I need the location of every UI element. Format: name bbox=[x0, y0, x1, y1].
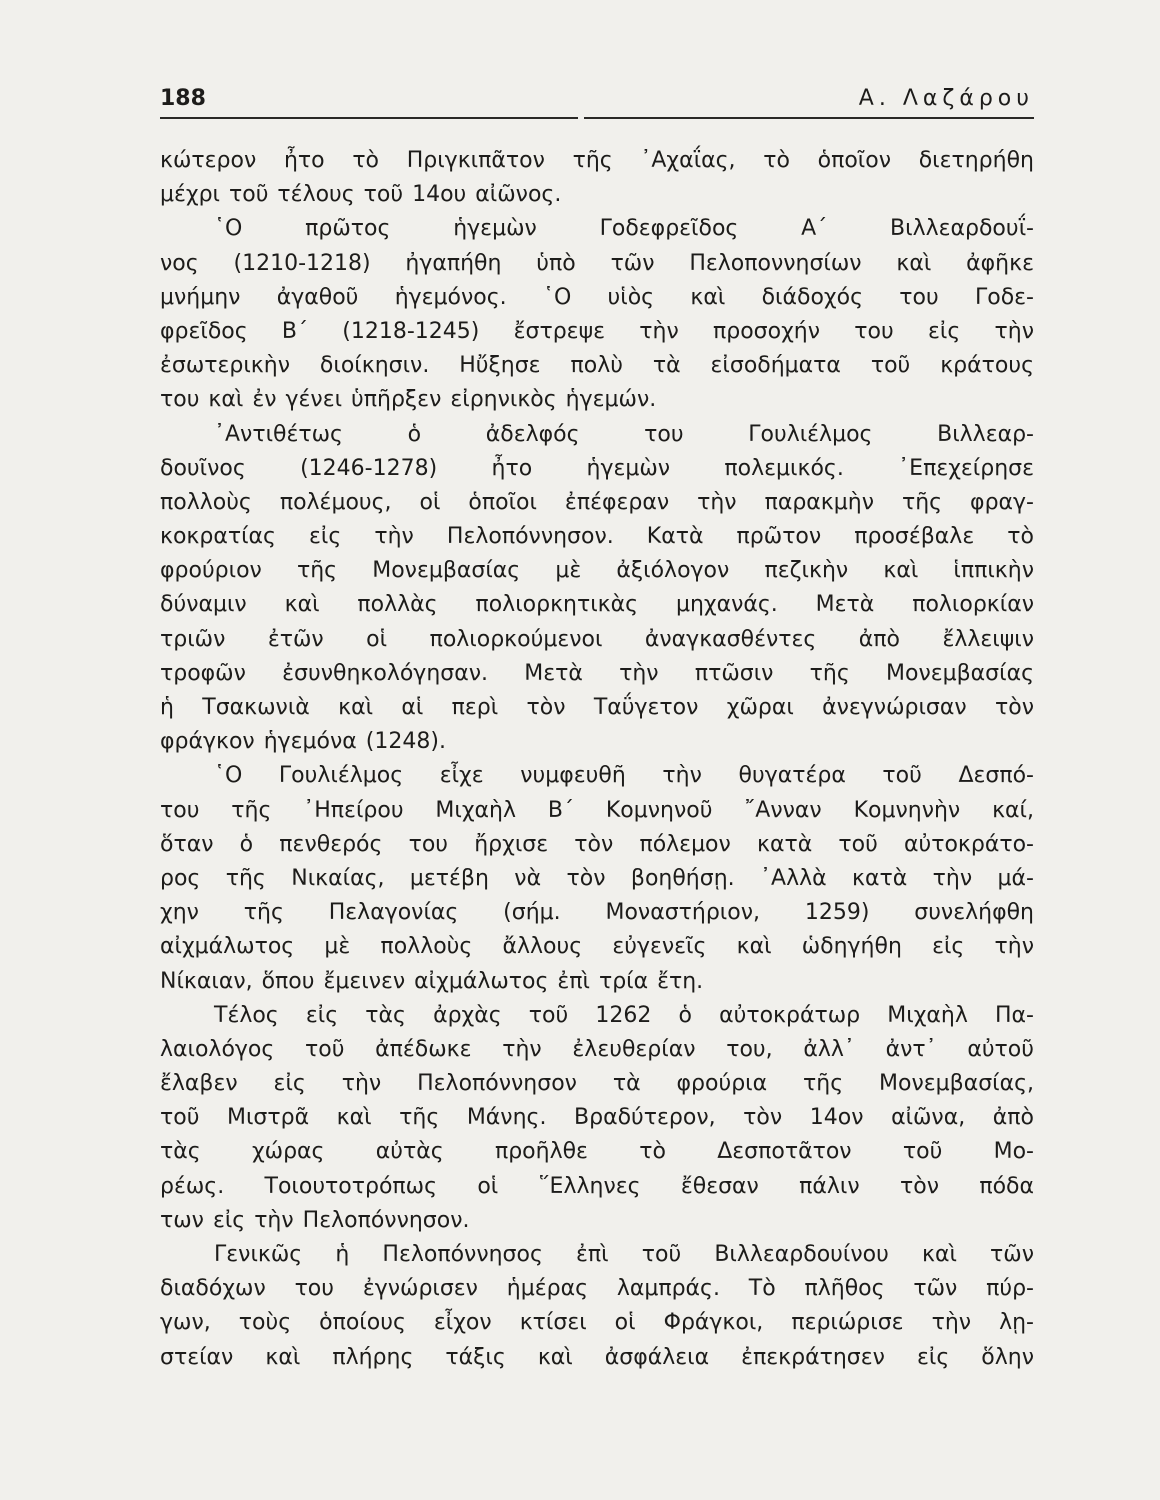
paragraph bbox=[160, 418, 1034, 760]
paragraph bbox=[160, 999, 1034, 1238]
text-line: χην τῆς Πελαγονίας (σήμ. Μοναστήριον, 1259) συνελήφθη bbox=[160, 900, 1034, 926]
header-rule bbox=[160, 117, 1034, 119]
text-line: φράγκον ἡγεμόνα (1248). bbox=[160, 729, 446, 755]
text-line: φρεῖδος Β΄ (1218-1245) ἔστρεψε τὴν προσοχήν του εἰς τὴν bbox=[160, 318, 1034, 344]
header-rule-gap bbox=[578, 114, 584, 122]
text-line: ῾Ο Γουλιέλμος εἶχε νυμφευθῆ τὴν θυγατέρα τοῦ Δεσπό- bbox=[214, 763, 1034, 789]
text-line: Γενικῶς ἡ Πελοπόννησος ἐπὶ τοῦ Βιλλεαρδουίνου καὶ τῶν bbox=[214, 1242, 1034, 1267]
body-text bbox=[160, 144, 1034, 1375]
text-line: μνήμην ἀγαθοῦ ἡγεμόνος. ῾Ο υἱὸς καὶ διάδοχός του Γοδε- bbox=[160, 284, 1034, 310]
text-line: κώτερον ἦτο τὸ Πριγκιπᾶτον τῆς ᾿Αχαΐας, τὸ ὁποῖον διετηρήθη bbox=[160, 148, 1034, 173]
text-line: ἔλαβεν εἰς τὴν Πελοπόννησον τὰ φρούρια τῆς Μονεμβασίας, bbox=[160, 1071, 1034, 1097]
text-line: κοκρατίας εἰς τὴν Πελοπόννησον. Κατὰ πρῶτον προσέβαλε τὸ bbox=[160, 524, 1034, 550]
text-line: ῾Ο πρῶτος ἡγεμὼν Γοδεφρεῖδος Α΄ Βιλλεαρδουΐ- bbox=[214, 216, 1034, 242]
text-line: τὰς χώρας αὐτὰς προῆλθε τὸ Δεσποτᾶτον τοῦ Μο- bbox=[160, 1139, 1034, 1165]
text-line: του τῆς ᾿Ηπείρου Μιχαὴλ Β΄ Κομνηνοῦ ῎Ανναν Κομνηνὴν καί, bbox=[160, 797, 1034, 823]
text-line: ᾿Αντιθέτως ὁ ἀδελφός του Γουλιέλμος Βιλλεαρ- bbox=[214, 421, 1034, 447]
text-line: Νίκαιαν, ὅπου ἔμεινεν αἰχμάλωτος ἐπὶ τρία ἔτη. bbox=[160, 968, 704, 994]
text-line: αἰχμάλωτος μὲ πολλοὺς ἄλλους εὐγενεῖς καὶ ὡδηγήθη εἰς τὴν bbox=[160, 934, 1034, 960]
text-line: δουῖνος (1246-1278) ἦτο ἡγεμὼν πολεμικός. ᾿Επεχείρησε bbox=[160, 455, 1034, 481]
text-line: νος (1210-1218) ἠγαπήθη ὑπὸ τῶν Πελοποννησίων καὶ ἀφῆκε bbox=[160, 250, 1034, 276]
text-line: Τέλος εἰς τὰς ἀρχὰς τοῦ 1262 ὁ αὐτοκράτωρ Μιχαὴλ Πα- bbox=[214, 1002, 1034, 1028]
text-line: μέχρι τοῦ τέλους τοῦ 14ου αἰῶνος. bbox=[160, 182, 562, 208]
text-line: των εἰς τὴν Πελοπόννησον. bbox=[160, 1207, 470, 1233]
text-line: στείαν καὶ πλήρης τάξις καὶ ἀσφάλεια ἐπεκράτησεν εἰς ὅλην bbox=[160, 1344, 1034, 1370]
text-line: ὅταν ὁ πενθερός του ἤρχισε τὸν πόλεμον κατὰ τοῦ αὐτοκράτο- bbox=[160, 831, 1034, 857]
page-header bbox=[160, 84, 1034, 118]
text-line: πολλοὺς πολέμους, οἱ ὁποῖοι ἐπέφεραν τὴν παρακμὴν τῆς φραγ- bbox=[160, 489, 1034, 515]
paragraph bbox=[160, 212, 1034, 417]
text-line: τροφῶν ἐσυνθηκολόγησαν. Μετὰ τὴν πτῶσιν τῆς Μονεμβασίας bbox=[160, 660, 1034, 686]
text-line: γων, τοὺς ὁποίους εἶχον κτίσει οἱ Φράγκοι, περιώρισε τὴν λῃ- bbox=[160, 1310, 1034, 1336]
text-line: τοῦ Μιστρᾶ καὶ τῆς Μάνης. Βραδύτερον, τὸν 14ον αἰῶνα, ἀπὸ bbox=[160, 1105, 1034, 1131]
text-line: διαδόχων του ἐγνώρισεν ἡμέρας λαμπράς. Τὸ πλῆθος τῶν πύρ- bbox=[160, 1276, 1034, 1302]
text-line: ρέως. Τοιουτοτρόπως οἱ ῞Ελληνες ἔθεσαν πάλιν τὸν πόδα bbox=[160, 1173, 1034, 1199]
text-line: δύναμιν καὶ πολλὰς πολιορκητικὰς μηχανάς. Μετὰ πολιορκίαν bbox=[160, 592, 1034, 618]
text-line: τριῶν ἐτῶν οἱ πολιορκούμενοι ἀναγκασθέντες ἀπὸ ἔλλειψιν bbox=[160, 626, 1034, 652]
page-number: 188 bbox=[160, 86, 206, 111]
text-line: του καὶ ἐν γένει ὑπῆρξεν εἰρηνικὸς ἡγεμών. bbox=[160, 387, 657, 413]
text-line: ἡ Τσακωνιὰ καὶ αἱ περὶ τὸν Ταΰγετον χῶραι ἀνεγνώρισαν τὸν bbox=[160, 695, 1034, 720]
paragraph bbox=[160, 759, 1034, 998]
text-line: ἐσωτερικὴν διοίκησιν. Ηὔξησε πολὺ τὰ εἰσοδήματα τοῦ κράτους bbox=[160, 353, 1034, 379]
paragraph bbox=[160, 144, 1034, 212]
text-line: φρούριον τῆς Μονεμβασίας μὲ ἀξιόλογον πεζικὴν καὶ ἱππικὴν bbox=[160, 558, 1034, 584]
paragraph bbox=[160, 1238, 1034, 1375]
text-line: ρος τῆς Νικαίας, μετέβη νὰ τὸν βοηθήσῃ. ᾿Αλλὰ κατὰ τὴν μά- bbox=[160, 865, 1034, 891]
text-line: λαιολόγος τοῦ ἀπέδωκε τὴν ἐλευθερίαν του, ἀλλ᾿ ἀντ᾿ αὐτοῦ bbox=[160, 1036, 1034, 1062]
running-head: Α. Λαζάρου bbox=[858, 86, 1034, 111]
